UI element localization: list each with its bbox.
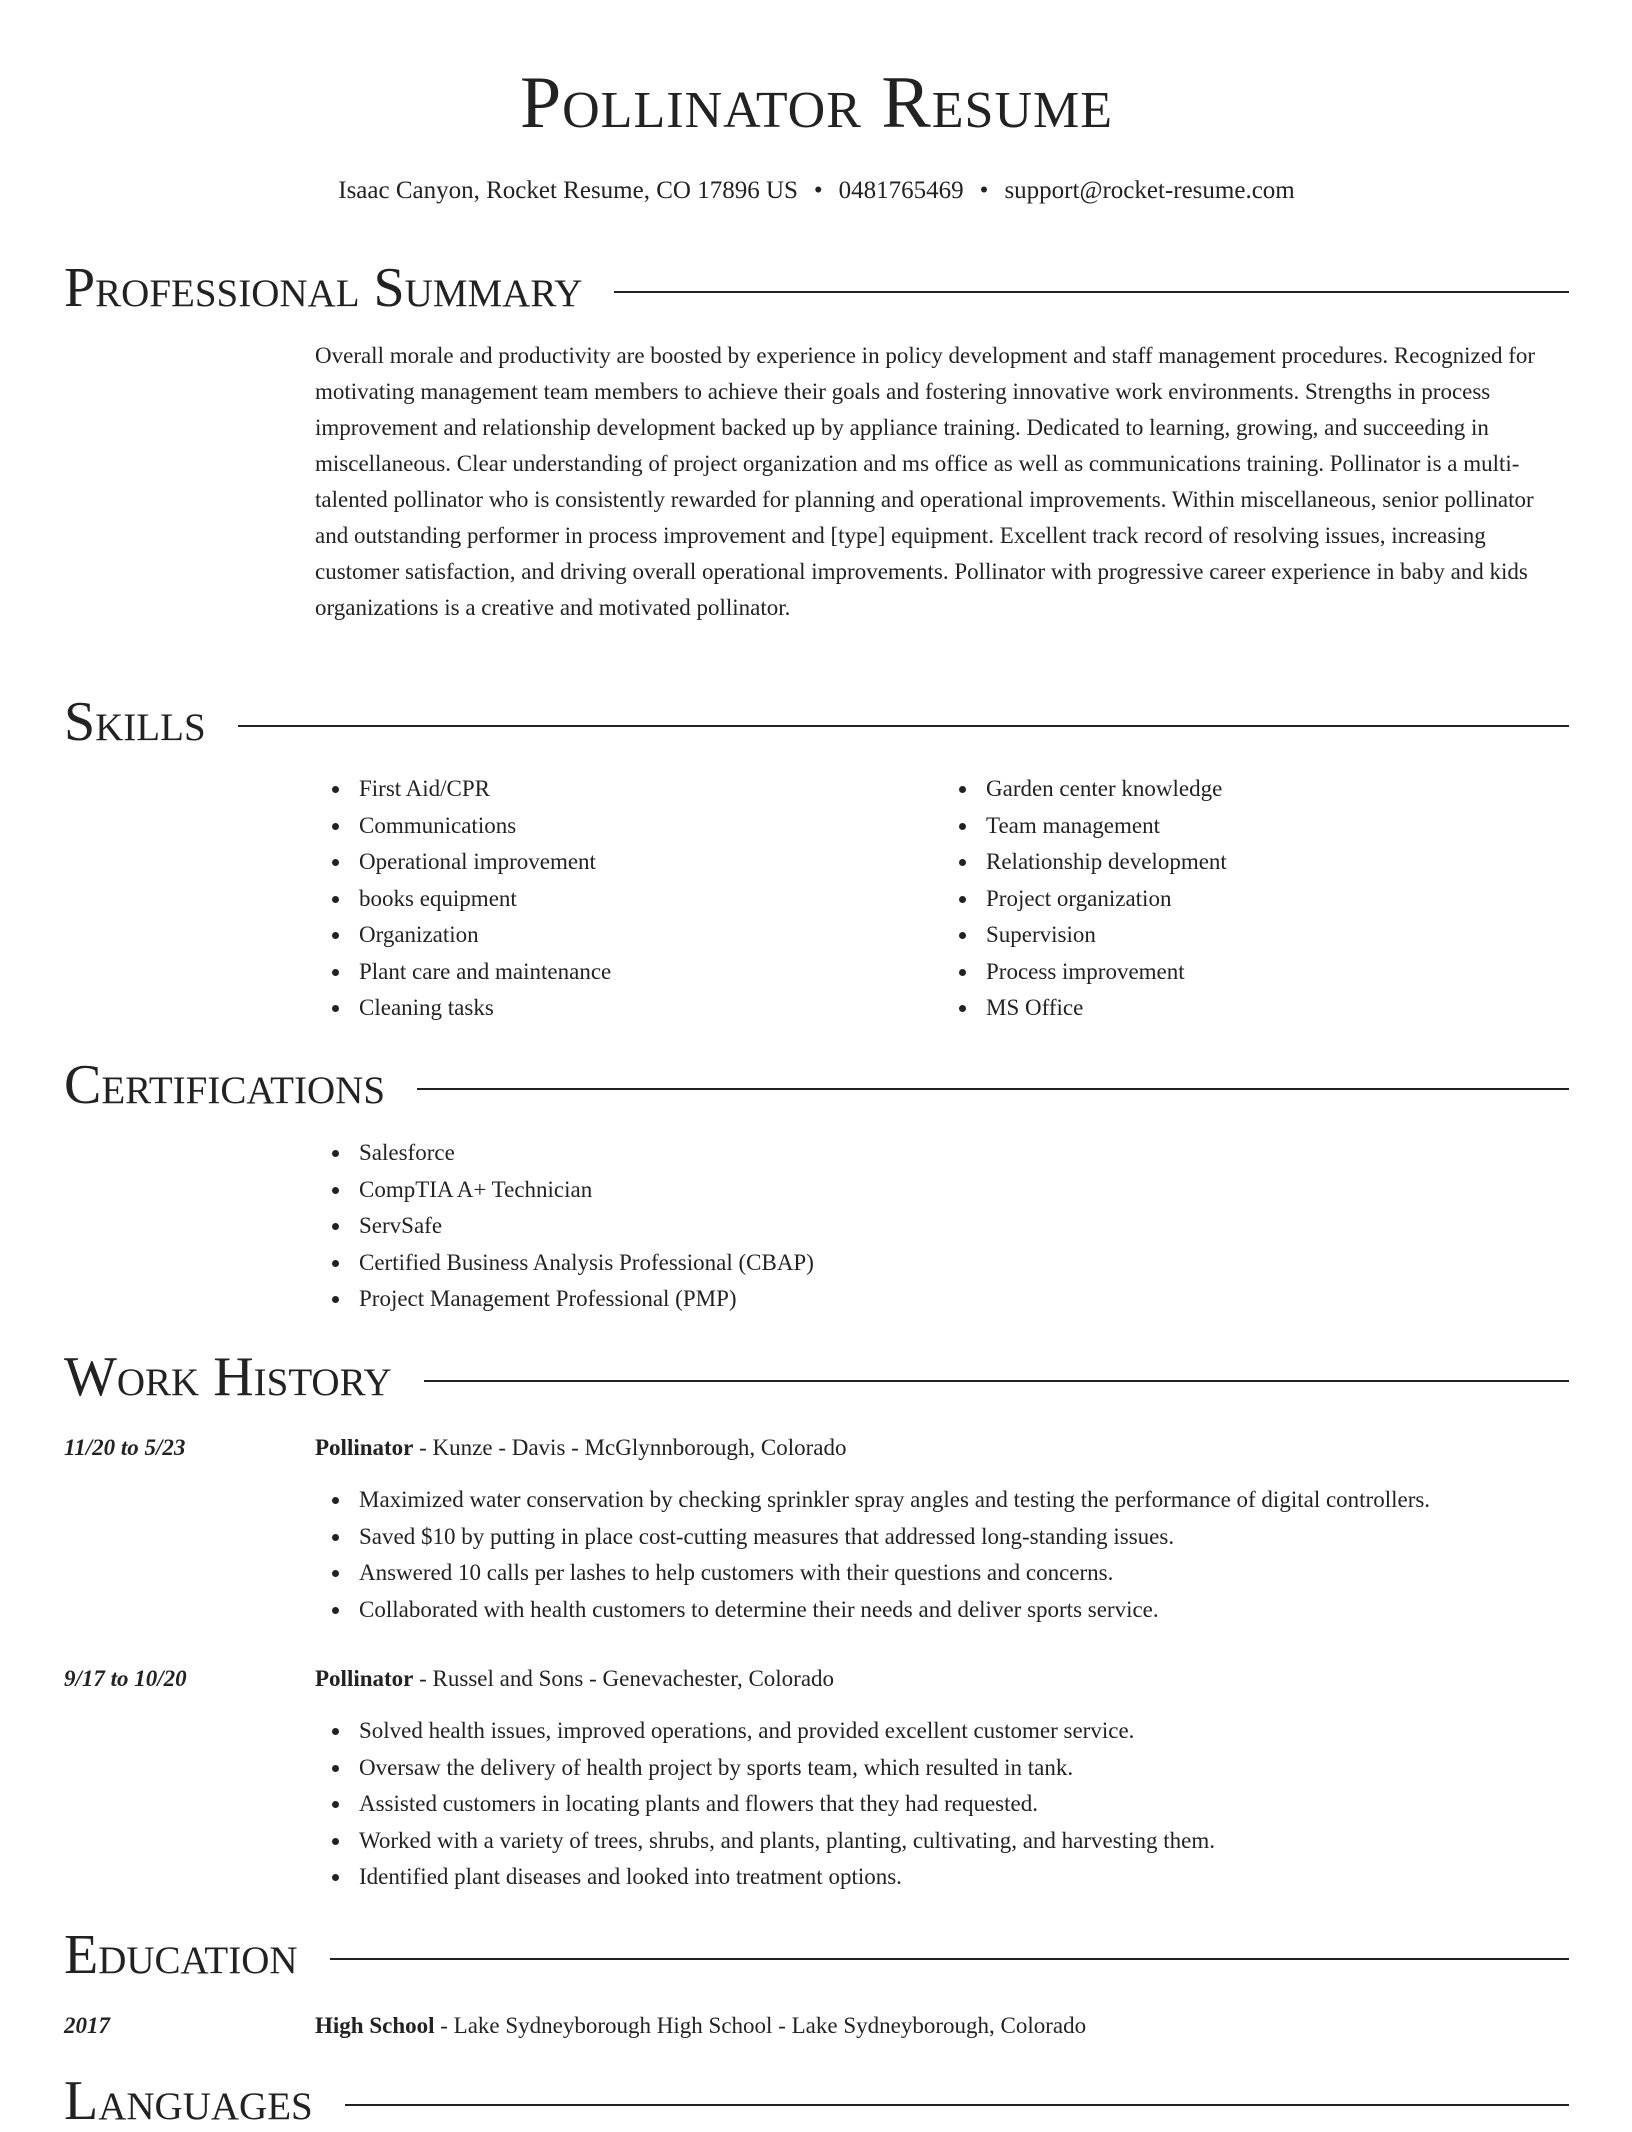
certifications-body (315, 1135, 1569, 1318)
work-entry-dates: 9/17 to 10/20 (64, 1666, 187, 1691)
certifications-list (315, 1135, 1569, 1318)
skill-item: books equipment (359, 881, 942, 918)
summary-body (315, 338, 1569, 626)
job-employer: - Kunze - Davis - McGlynnborough, Colorado (413, 1435, 847, 1460)
job-employer: - Russel and Sons - Genevachester, Colorado (413, 1666, 835, 1691)
resume-title: Pollinator Resume (519, 62, 1114, 144)
work-bullet: Collaborated with health customers to determine their needs and deliver sports service. (359, 1592, 1569, 1629)
section-divider (330, 1958, 1569, 1960)
education-year: 2017 (64, 2013, 110, 2038)
skill-item: Supervision (986, 917, 1569, 954)
work-bullet: Assisted customers in locating plants and flowers that they had requested. (359, 1786, 1569, 1823)
skill-item: Communications (359, 808, 942, 845)
section-divider (345, 2104, 1569, 2106)
skill-item: MS Office (986, 990, 1569, 1027)
education-section-header (64, 1924, 1569, 1986)
work-entry-title (315, 1430, 1569, 1466)
education-degree: High School (315, 2013, 435, 2038)
skill-item: Team management (986, 808, 1569, 845)
work-heading: Work History (64, 1346, 392, 1408)
work-entry-dates: 11/20 to 5/23 (64, 1435, 186, 1460)
certifications-section-header (64, 1054, 1569, 1116)
skills-list-left (315, 771, 942, 1027)
work-bullet: Oversaw the delivery of health project by sports team, which resulted in tank. (359, 1750, 1569, 1787)
contact-phone: 0481765469 (838, 177, 964, 204)
skills-body (315, 771, 1569, 1027)
work-entry-title (315, 1661, 1569, 1697)
section-divider (417, 1088, 1569, 1090)
work-bullet: Maximized water conservation by checking sprinkler spray angles and testing the performance of digital controllers. (359, 1482, 1569, 1519)
skill-item: Process improvement (986, 954, 1569, 991)
education-entry (315, 2008, 1569, 2044)
skill-item: Operational improvement (359, 844, 942, 881)
certification-item: Certified Business Analysis Professional (CBAP) (359, 1245, 1569, 1282)
work-entry-bullets (315, 1713, 1569, 1896)
skill-item: Plant care and maintenance (359, 954, 942, 991)
education-entry-title (315, 2008, 1569, 2044)
certification-item: Project Management Professional (PMP) (359, 1281, 1569, 1318)
section-divider (614, 291, 1569, 293)
summary-section-header (64, 257, 1569, 319)
section-divider (424, 1380, 1569, 1382)
work-bullet: Solved health issues, improved operations, and provided excellent customer service. (359, 1713, 1569, 1750)
work-entry-bullets (315, 1482, 1569, 1628)
skill-item: Garden center knowledge (986, 771, 1569, 808)
education-heading: Education (64, 1924, 298, 1986)
skill-item: Cleaning tasks (359, 990, 942, 1027)
work-bullet: Saved $10 by putting in place cost-cutting measures that addressed long-standing issues. (359, 1519, 1569, 1556)
languages-section-header (64, 2070, 1569, 2132)
skill-item: Project organization (986, 881, 1569, 918)
section-divider (238, 725, 1569, 727)
certifications-heading: Certifications (64, 1054, 386, 1116)
certification-item: Salesforce (359, 1135, 1569, 1172)
certification-item: ServSafe (359, 1208, 1569, 1245)
work-section-header (64, 1346, 1569, 1408)
work-entry (315, 1430, 1569, 1628)
contact-email: support@rocket-resume.com (1004, 177, 1295, 204)
work-bullet: Answered 10 calls per lashes to help customers with their questions and concerns. (359, 1555, 1569, 1592)
skill-item: Relationship development (986, 844, 1569, 881)
work-entry (315, 1661, 1569, 1896)
summary-heading: Professional Summary (64, 257, 583, 319)
skills-section-header (64, 691, 1569, 753)
contact-line (64, 174, 1569, 208)
work-bullet: Worked with a variety of trees, shrubs, and plants, planting, cultivating, and harvesting them. (359, 1823, 1569, 1860)
education-school: - Lake Sydneyborough High School - Lake Sydneyborough, Colorado (434, 2013, 1087, 2038)
skill-item: First Aid/CPR (359, 771, 942, 808)
skill-item: Organization (359, 917, 942, 954)
contact-address: Isaac Canyon, Rocket Resume, CO 17896 US (338, 177, 798, 204)
contact-separator: • (813, 177, 823, 204)
summary-text: Overall morale and productivity are boosted by experience in policy development and staff management procedures. Recognized for motivating management team members to achieve their goals and fostering innovative work environments. Strengths in process improvement and relationship development backed up by appliance training. Dedicated to learning, growing, and succeeding in miscellaneous. Clear understanding of project organization and ms office as well as communications training. Pollinator is a multi-talented pollinator who is consistently rewarded for planning and operational improvements. Within miscellaneous, senior pollinator and outstanding performer in process improvement and [type] equipment. Excellent track record of resolving issues, increasing customer satisfaction, and driving overall operational improvements. Pollinator with progressive career experience in baby and kids organizations is a creative and motivated pollinator. (315, 343, 1536, 620)
certification-item: CompTIA A+ Technician (359, 1172, 1569, 1209)
languages-heading: Languages (64, 2070, 313, 2132)
work-bullet: Identified plant diseases and looked into treatment options. (359, 1859, 1569, 1896)
job-title: Pollinator (315, 1666, 414, 1691)
skills-list-right (942, 771, 1569, 1027)
job-title: Pollinator (315, 1435, 414, 1460)
skills-heading: Skills (64, 691, 206, 753)
contact-separator: • (979, 177, 989, 204)
